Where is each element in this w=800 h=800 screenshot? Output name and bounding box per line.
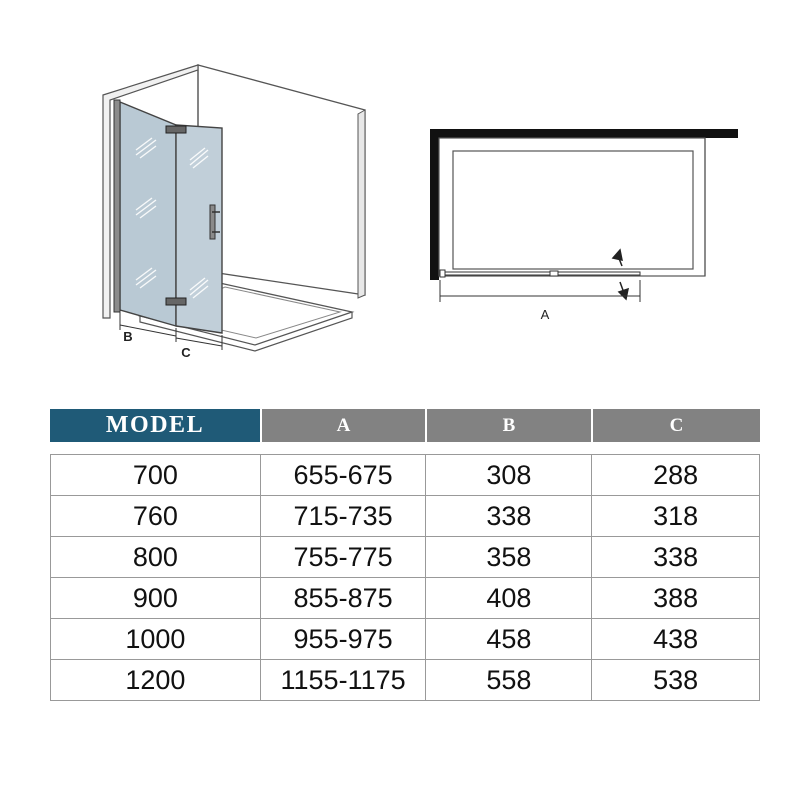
plan-top-wall xyxy=(430,129,738,138)
header-model: MODEL xyxy=(50,409,260,442)
header-b: B xyxy=(425,409,591,442)
header-a: A xyxy=(260,409,425,442)
upper-hinge xyxy=(166,126,186,133)
cell-c: 388 xyxy=(591,578,759,618)
lower-hinge xyxy=(166,298,186,305)
cell-model: 1200 xyxy=(125,664,186,695)
cell-b: 408 xyxy=(425,578,591,618)
cell-a: 755-775 xyxy=(260,537,426,577)
cell-a: 955-975 xyxy=(260,619,426,659)
cell-b: 358 xyxy=(425,537,591,577)
cell-model: 800 xyxy=(132,541,178,572)
right-wall xyxy=(358,110,365,298)
table-row xyxy=(51,496,759,537)
cell-model: 700 xyxy=(132,459,178,490)
dimensions-table xyxy=(50,409,760,701)
table-row xyxy=(51,660,759,701)
back-wall xyxy=(198,65,365,295)
table-row xyxy=(51,537,759,578)
table-row xyxy=(51,455,759,496)
table-row xyxy=(51,619,759,660)
door-handle xyxy=(210,205,215,239)
fixed-glass-panel xyxy=(120,102,176,326)
cell-model: 900 xyxy=(132,582,178,613)
dimension-label-c: C xyxy=(181,345,191,360)
plan-view-diagram xyxy=(425,120,745,330)
table-row xyxy=(51,578,759,619)
cell-a: 715-735 xyxy=(260,496,426,536)
cell-c: 538 xyxy=(591,660,759,700)
table-body xyxy=(50,454,760,701)
cell-b: 338 xyxy=(425,496,591,536)
cell-model: 760 xyxy=(132,500,178,531)
plan-left-wall xyxy=(430,129,439,280)
cell-c: 438 xyxy=(591,619,759,659)
dimension-label-b: B xyxy=(123,329,133,344)
cell-c: 318 xyxy=(591,496,759,536)
table-header xyxy=(50,409,760,442)
cell-b: 458 xyxy=(425,619,591,659)
cell-b: 558 xyxy=(425,660,591,700)
cell-b: 308 xyxy=(425,455,591,495)
cell-a: 655-675 xyxy=(260,455,426,495)
plan-glass-line xyxy=(440,272,640,275)
isometric-shower-screen-diagram xyxy=(95,55,380,375)
cell-c: 338 xyxy=(591,537,759,577)
cell-model: 1000 xyxy=(125,623,186,654)
cell-c: 288 xyxy=(591,455,759,495)
dimension-label-a: A xyxy=(540,307,550,322)
cell-a: 855-875 xyxy=(260,578,426,618)
header-c: C xyxy=(591,409,760,442)
cell-a: 1155-1175 xyxy=(260,660,426,700)
